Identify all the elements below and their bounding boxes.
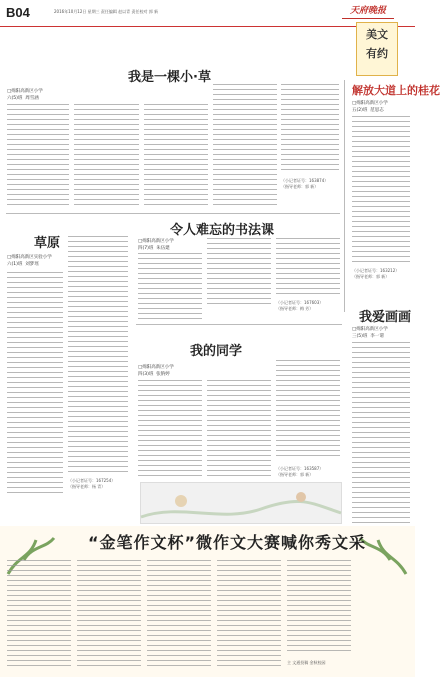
article-body-classmate-col1	[138, 380, 202, 480]
editor-note-4: （小记者证号：167603） （指导老师：梅 芳）	[276, 300, 324, 311]
contest-banner-title: “金笔作文杯”微作文大赛喊你秀文采	[88, 533, 367, 552]
article-title-classmate: 我的同学	[190, 344, 243, 359]
article-body-road	[352, 116, 410, 264]
section-tag-line-2: 有约	[366, 47, 388, 60]
contest-body-col3	[147, 560, 211, 670]
article-author-scene: □绵阳高新区小学 四(7)班 朱伍建	[138, 239, 174, 251]
editor-note-3: （小记者证号：167254） （指导老师：杨 青）	[68, 478, 116, 489]
article-author-road: □绵阳高新区小学 五(2)班 范思志	[352, 101, 388, 113]
article-title-tree: 我是一棵小·草	[128, 70, 211, 85]
section-tag	[356, 22, 398, 76]
section-divider-2	[136, 324, 342, 325]
article-body-classmate-col2	[207, 380, 271, 480]
contest-body-col2	[77, 560, 141, 670]
section-tag-line-1: 美文	[366, 28, 388, 41]
editor-note-2: （小记者证号：163212） （指导老师：郭 新）	[352, 268, 400, 279]
illustration-icon	[141, 483, 341, 523]
article-body-tree-col2	[74, 104, 139, 207]
contest-body-col4	[217, 560, 281, 670]
article-title-grass: 草原	[34, 236, 61, 251]
page-meta: 2016年10月12日 星期三 责任编辑 赵以青 责任校对 郭 新	[54, 9, 158, 14]
decorative-illustration	[140, 482, 342, 524]
article-author-tree: □绵阳高新区小学 六(5)班 周雪涵	[7, 89, 43, 101]
article-title-scene: 令人难忘的书法课	[170, 223, 275, 238]
article-author-draw: □绵阳高新区小学 三(5)班 李一谓	[352, 327, 388, 339]
article-title-road: 解放大道上的桂花	[352, 84, 440, 97]
page-number: B04	[6, 5, 30, 20]
page-header	[0, 0, 415, 27]
editor-note-1: （小记者证号：163874） （指导老师：郭 新）	[281, 178, 329, 189]
article-body-grass-col1	[7, 272, 63, 494]
article-body-grass-col2	[68, 236, 128, 472]
contest-footer: 主 文通投稿 金秋校园	[287, 660, 326, 665]
article-title-draw: 我爱画画	[359, 310, 412, 325]
article-body-tree-col3	[144, 104, 208, 207]
article-body-classmate-col3	[276, 360, 340, 460]
article-author-grass: □绵阳高新区实验小学 六(1)班 刘梦瑶	[7, 255, 52, 267]
article-body-tree-col4	[213, 84, 277, 207]
column-divider	[344, 80, 345, 312]
contest-body-col5	[287, 560, 351, 654]
article-body-scene-col1	[138, 253, 202, 323]
article-body-tree-col5	[281, 84, 339, 172]
article-body-scene-col3	[276, 238, 340, 294]
contest-body-col1	[7, 560, 71, 670]
article-body-scene-col2	[207, 238, 271, 308]
article-body-draw	[352, 342, 410, 524]
section-divider-1	[6, 213, 340, 214]
editor-note-5: （小记者证号：163587） （指导老师：郭 新）	[276, 466, 324, 477]
newspaper-logo: 天府晚报	[342, 3, 394, 19]
article-body-tree-col1	[7, 104, 69, 207]
article-author-classmate: □绵阳高新区小学 四(3)班 张钠婷	[138, 365, 174, 377]
